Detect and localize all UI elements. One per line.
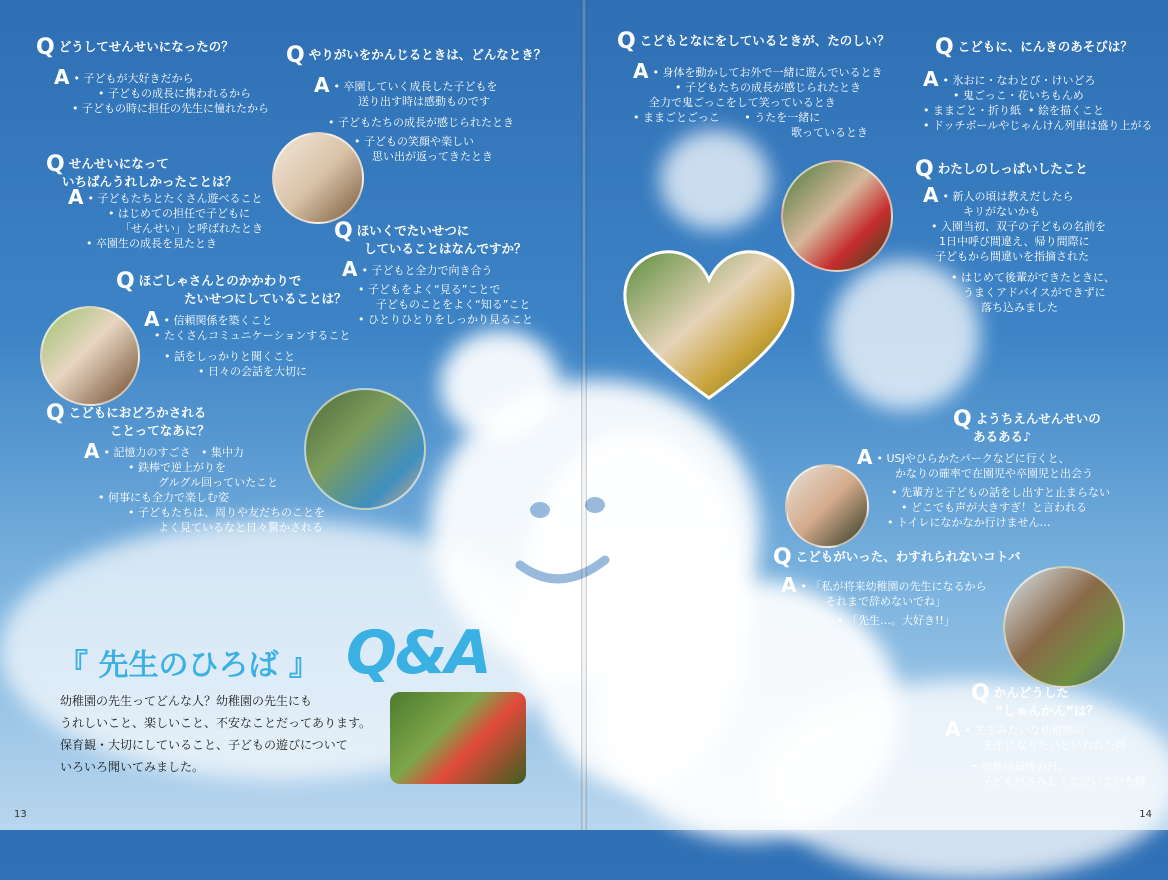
question-4: Qこどもにおどろかされる ことってなあに？: [46, 401, 210, 438]
answer-5: A • 卒園していく成長した子どもを 送り出す時は感動ものです • 子どもたちの成長が感じられたとき • 子どもの笑顔や楽しい 思い出が返ってきたとき: [314, 73, 514, 163]
right-page: [585, 0, 1168, 830]
intro-text: 幼稚園の先生ってどんな人？幼稚園の先生にも うれしいこと、楽しいこと、不安なことだってあります。 保育観・大切にしていること、子どもの遊びについて いろいろ聞いてみました。: [60, 694, 372, 774]
answer-9: A • 新人の頃は教えだしたら キリがないかも • 入園当初、双子の子どもの名前を 1日中呼び間違え、帰り間際に 子どもから間違いを指摘された • はじめて後輩ができたときに、 うまくアドバイスができずに 落ち込みました: [923, 183, 1115, 314]
teacher-hat-photo: [785, 464, 869, 548]
question-10: Qようちえんせんせいの あるある♪: [953, 407, 1101, 444]
answer-8: A • 氷おに・なわとび・けいどろ • 鬼ごっこ・花いちもんめ • ままごと・折り紙 • 絵を描くこと • ドッチボールやじゃんけん列車は盛り上がる: [923, 67, 1153, 132]
question-3: Qほごしゃさんとのかかわりで たいせつにしていることは？: [116, 269, 347, 306]
answer-1: A • 子どもが大好きだから • 子どもの成長に携われるから • 子どもの時に担任の先生に憧れたから: [54, 65, 269, 115]
left-page: [0, 0, 583, 830]
answer-6: A • 子どもと全力で向き合う • 子どもをよく“見る”ことで 子どものことをよく“知る”こと • ひとりひとりをしっかり見ること: [342, 257, 533, 326]
teacher-playing-photo: [304, 388, 426, 510]
answer-10: A • USJやひらかたパークなどに行くと、 かなりの確率で在園児や卒園児と出会う • 先輩方と子どもの話をし出すと止まらない • どこでも声が大きすぎ！と言われる • トイレになかなか行けません…: [857, 445, 1110, 529]
teacher-with-children-photo: [781, 160, 893, 272]
answer-3: A • 信頼関係を築くこと • たくさんコミュニケーションすること • 話をしっかりと聞くこと • 日々の会話を大切に: [144, 307, 351, 378]
teacher-reading-photo: [272, 132, 364, 224]
question-5: Qやりがいをかんじるときは、どんなとき？: [286, 43, 547, 68]
heart-photo: [621, 246, 797, 404]
page-number: 14: [1139, 809, 1152, 820]
question-12: Qかんどうした “しゅんかん”は？: [971, 681, 1099, 718]
answer-11: A • 「私が将来幼稚園の先生になるから それまで辞めないでね」 • 「先生…。大好き!!」: [781, 573, 987, 627]
question-8: Qこどもに、にんきのあそびは？: [935, 35, 1133, 60]
page-title: 『 先生のひろば 』: [58, 648, 319, 683]
teacher-smiling-photo: [40, 306, 140, 406]
question-9: Qわたしのしっぱいしたこと: [915, 157, 1088, 182]
question-11: Qこどもがいった、わすれられないコトバ: [773, 545, 1021, 570]
answer-12: A • 先生みたいな幼稚園の 先生になりたいといわれた時 • 幼稚園最後の日。 子どもがさみしくて泣いていた時: [945, 717, 1146, 788]
question-1: Qどうしてせんせいになったの？: [36, 35, 234, 60]
question-6: Qほいくでたいせつに していることはなんですか？: [334, 219, 527, 256]
title-qa: Q&A: [346, 618, 490, 688]
page-number: 13: [14, 809, 27, 820]
children-group-photo: [390, 692, 526, 784]
answer-7: A • 身体を動かしてお外で一緒に遊んでいるとき • 子どもたちの成長が感じられたとき 全力で鬼ごっこをして笑っているとき • ままごとごっこ • うたを一緒に 歌っているとき: [633, 59, 883, 139]
question-7: Qこどもとなにをしているときが、たのしい？: [617, 29, 890, 54]
answer-4: A • 記憶力のすごさ • 集中力 • 鉄棒で逆上がりを グルグル回っていたこと • 何事にも全力で楽しむ姿 • 子どもたちは、周りや友だちのことを よく見ているなと日々驚かされる: [84, 439, 325, 534]
answer-2: A • 子どもたちとたくさん遊べること • はじめての担任で子どもに 「せんせい」と呼ばれたとき • 卒園生の成長を見たとき: [68, 185, 263, 250]
child-climbing-photo: [1003, 566, 1125, 688]
question-2: Qせんせいになって いちばんうれしかったことは？: [46, 152, 238, 189]
